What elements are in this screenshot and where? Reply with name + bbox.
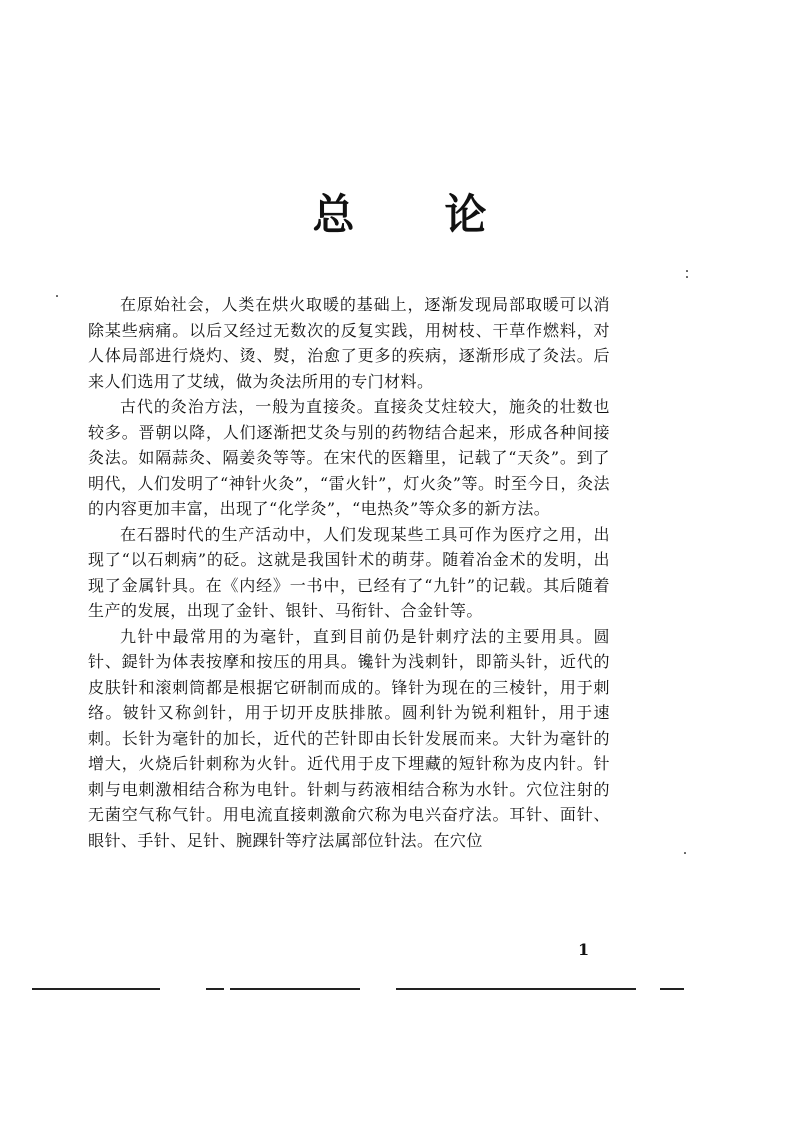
- footer-rule-5: [660, 988, 684, 990]
- scan-speck: [684, 852, 686, 854]
- footer-rule-3: [230, 988, 360, 990]
- paragraph-nine-needles: 九针中最常用的为毫针，直到目前仍是针刺疗法的主要用具。圆针、鍉针为体表按摩和按压的用具。镵针为浅刺针，即箭头针，近代的皮肤针和滚刺筒都是根据它研制而成的。锋针为现在的三棱针，用于刺络。铍针又称剑针，用于切开皮肤排脓。圆利针为锐利粗针，用于速刺。长针为毫针的加长，近代的芒针即由长针发展而来。大针为毫针的增大，火烧后针刺称为火针。近代用于皮下埋藏的短针称为皮内针。针刺与电刺激相结合称为电针。针刺与药液相结合称为水针。穴位注射的无菌空气称气针。用电流直接刺激俞穴称为电兴奋疗法。耳针、面针、眼针、手针、足针、腕踝针等疗法属部位针法。在穴位: [88, 626, 610, 850]
- scan-speck: [686, 270, 688, 272]
- title-char-1: 总: [312, 190, 355, 239]
- paragraph-moxibustion-methods: 古代的灸治方法，一般为直接灸。直接灸艾炷较大，施灸的壮数也较多。晋朝以降，人们逐渐把艾灸与别的药物结合起来，形成各种间接灸法。如隔蒜灸、隔姜灸等等。在宋代的医籍里，记载了“天灸”。到了明代，人们发明了“神针火灸”，“雷火针”，灯火灸”等。时至今日，灸法的内容更加丰富，出现了“化学灸”，“电热灸”等众多的新方法。: [88, 397, 610, 518]
- page-number: 1: [578, 940, 590, 959]
- page-title: [0, 182, 799, 242]
- scan-speck: [56, 295, 58, 297]
- footer-rule-2: [206, 988, 224, 990]
- body-text: [88, 292, 610, 853]
- footer-rule-1: [32, 988, 160, 990]
- scan-speck: [686, 276, 688, 278]
- paragraph-needle-origin: 在石器时代的生产活动中，人们发现某些工具可作为医疗之用，出现了“以石刺病”的砭。这就是我国针术的萌芽。随着冶金术的发明，出现了金属针具。在《内经》一书中，已经有了“九针”的记载。其后随着生产的发展，出现了金针、银针、马衔针、合金针等。: [88, 524, 610, 620]
- title-char-2: 论: [444, 190, 487, 239]
- footer-rule-4: [396, 988, 636, 990]
- paragraph-moxibustion-origin: 在原始社会，人类在烘火取暖的基础上，逐渐发现局部取暖可以消除某些病痛。以后又经过无数次的反复实践，用树枝、干草作燃料，对人体局部进行烧灼、烫、熨，治愈了更多的疾病，逐渐形成了灸法。后来人们选用了艾绒，做为灸法所用的专门材料。: [88, 295, 610, 391]
